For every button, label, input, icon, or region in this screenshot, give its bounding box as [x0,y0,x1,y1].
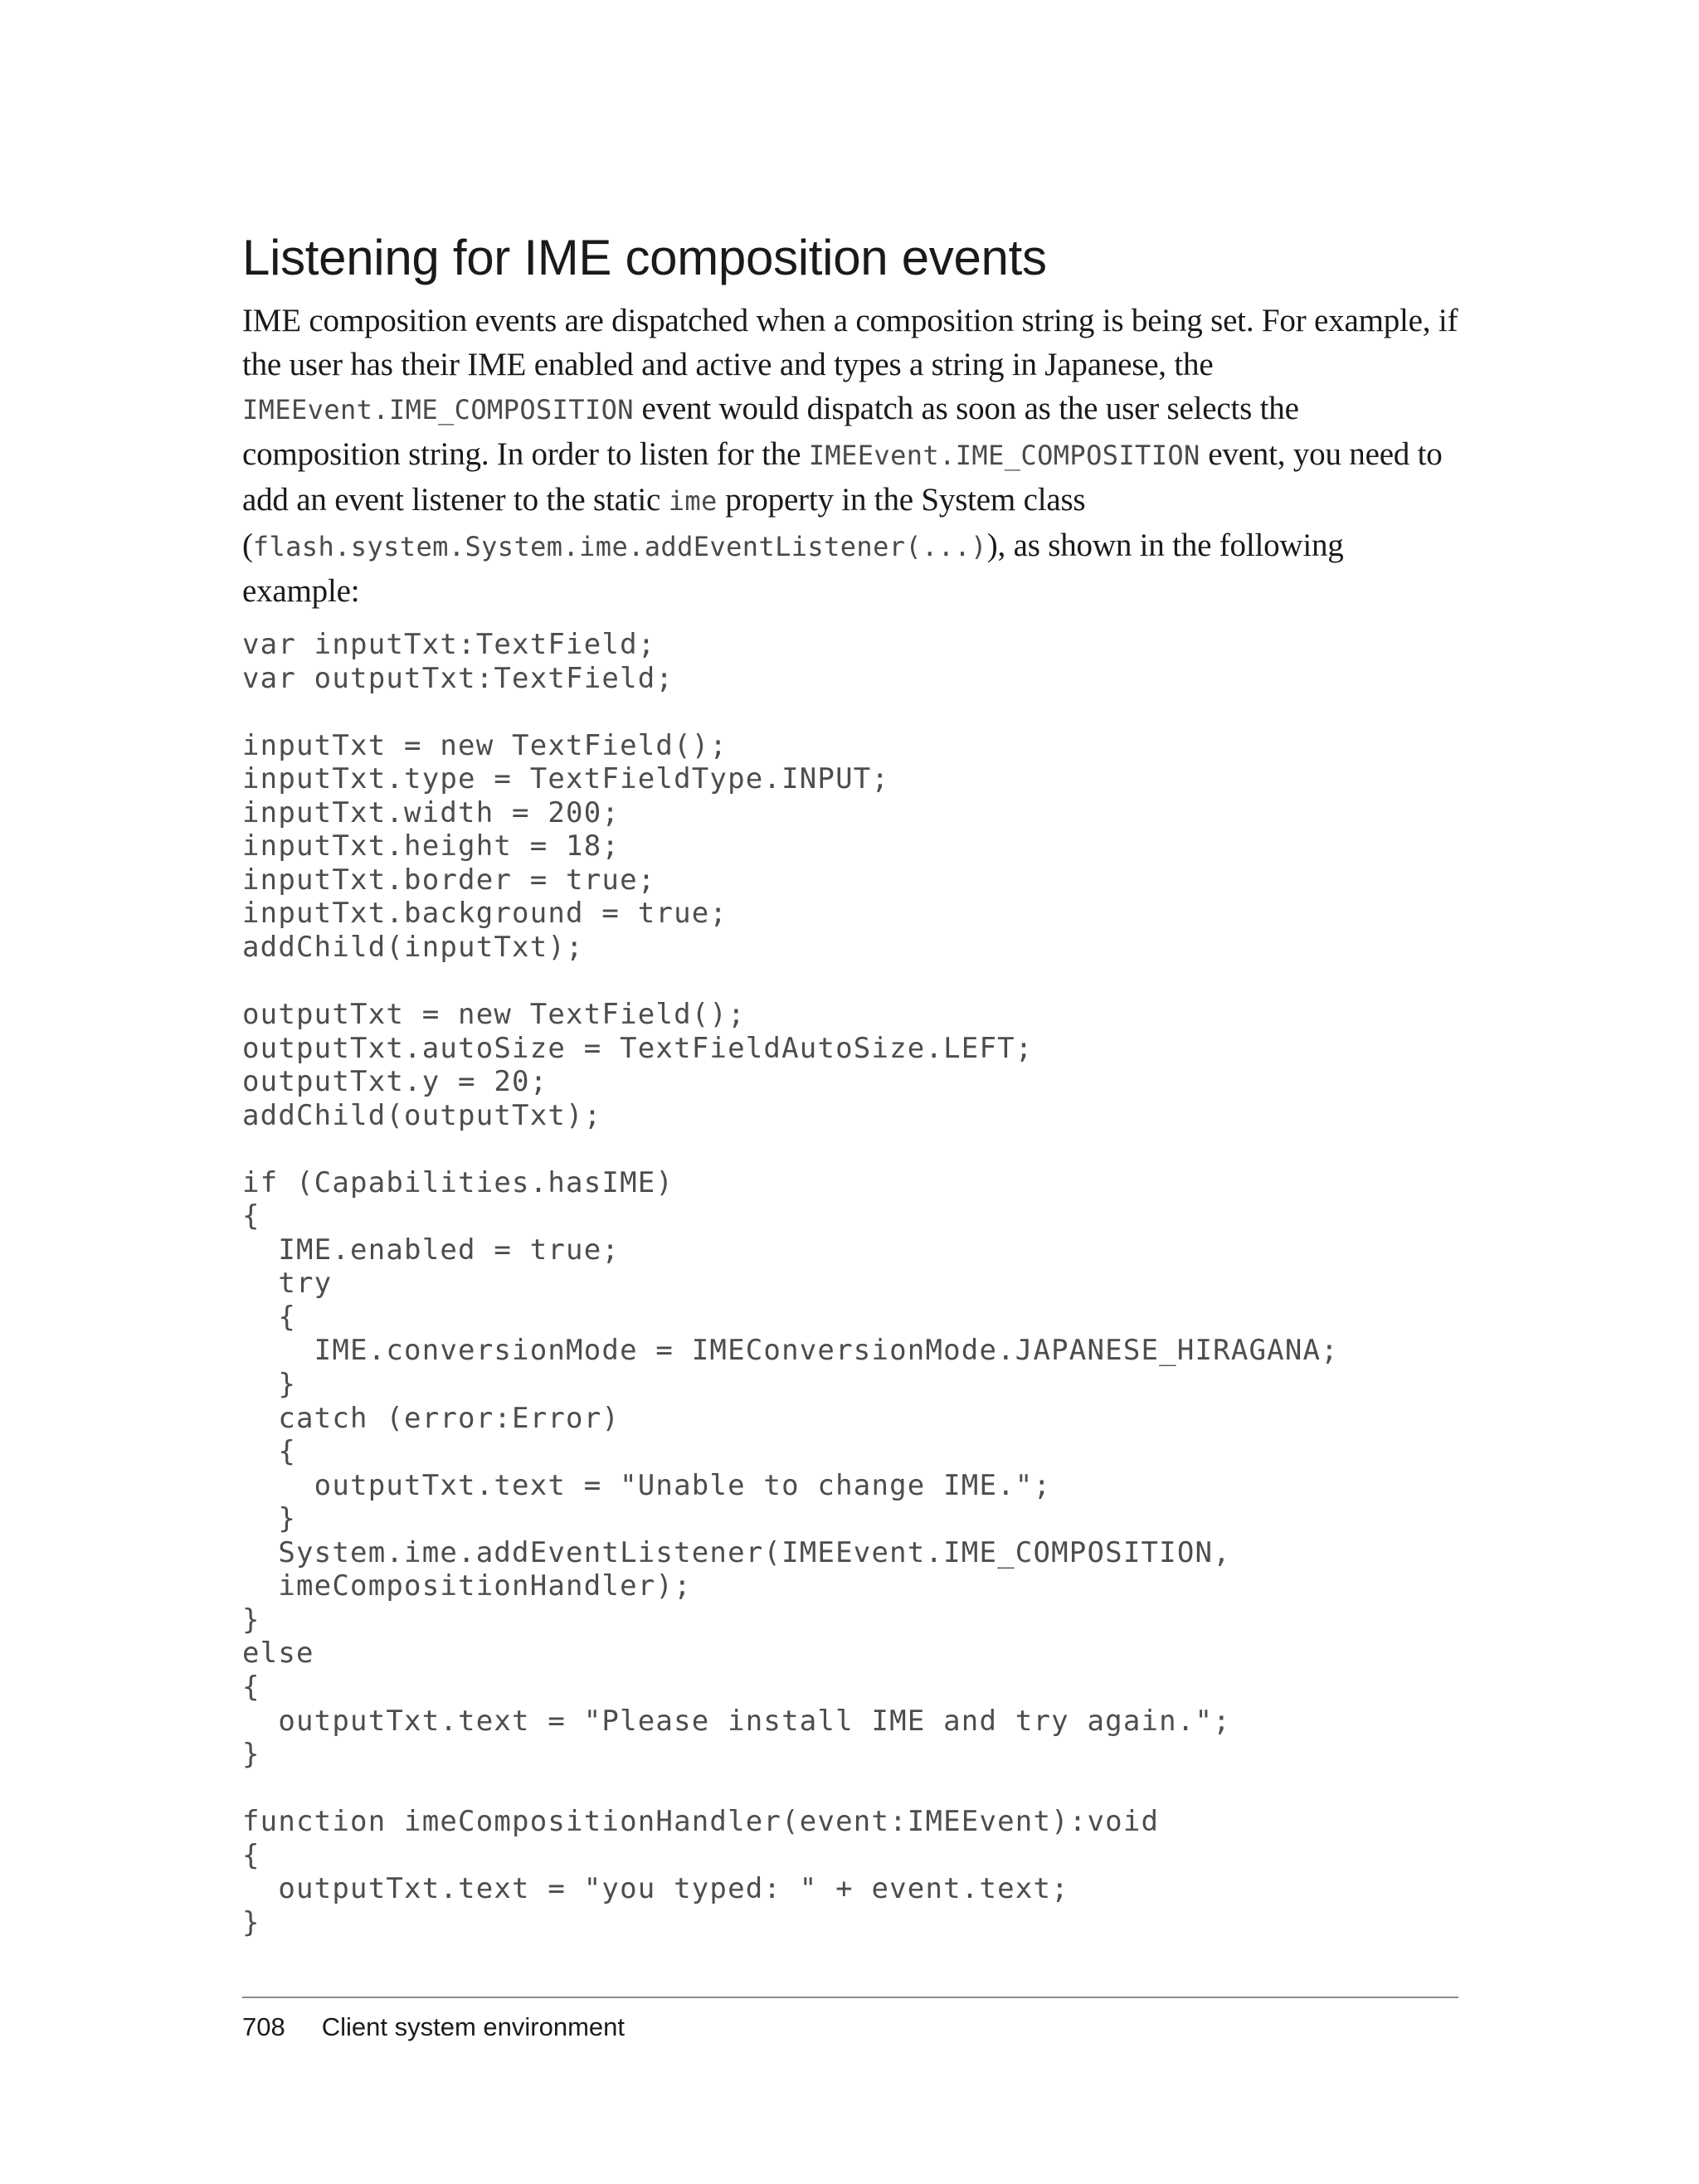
section-heading: Listening for IME composition events [242,230,1047,285]
code-line: } [242,1603,260,1637]
paragraph-text-4: property in the System class ( [242,482,1086,563]
code-line: } [242,1905,260,1939]
code-line: imeCompositionHandler); [242,1569,692,1603]
inline-code-ime-composition-1: IMEEvent.IME_COMPOSITION [242,394,634,426]
inline-code-ime: ime [668,485,718,517]
code-line: { [242,1300,297,1334]
code-line: { [242,1838,260,1872]
code-line: try [242,1267,333,1301]
code-line: inputTxt = new TextField(); [242,728,728,762]
code-line: inputTxt.height = 18; [242,829,621,863]
code-line [242,964,1458,998]
page-content [242,222,1458,1939]
code-line: outputTxt.text = "you typed: " + event.text; [242,1872,1069,1906]
code-line: outputTxt = new TextField(); [242,998,746,1032]
footer-section-title: Client system environment [321,2012,625,2041]
inline-code-ime-composition-2: IMEEvent.IME_COMPOSITION [808,440,1200,471]
code-line: } [242,1502,297,1536]
code-line: { [242,1435,297,1469]
code-line: var outputTxt:TextField; [242,661,674,695]
code-line: inputTxt.background = true; [242,897,728,931]
code-line: IME.enabled = true; [242,1233,621,1267]
code-block [242,628,1458,1939]
code-line: else [242,1637,314,1671]
code-line: outputTxt.y = 20; [242,1065,548,1099]
paragraph-text-1: IME composition events are dispatched when a composition string is being set. For example, if the user has their IME enabled and active and types a string in Japanese, the [242,303,1458,382]
page-footer [242,2012,625,2042]
code-line: function imeCompositionHandler(event:IMEEvent):void [242,1805,1160,1839]
code-line: inputTxt.width = 200; [242,795,621,829]
code-line: { [242,1199,260,1233]
code-line: catch (error:Error) [242,1401,621,1435]
code-line: inputTxt.type = TextFieldType.INPUT; [242,762,890,796]
code-line: } [242,1738,260,1772]
code-line: inputTxt.border = true; [242,863,656,897]
code-line: if (Capabilities.hasIME) [242,1165,674,1199]
code-line: addChild(inputTxt); [242,930,584,964]
code-line [242,1772,1458,1806]
paragraph-text-2: event would dispatch as soon as the user selects the composition string. In order to listen for the [242,391,1299,472]
footer-divider [242,1997,1458,1998]
code-line: var inputTxt:TextField; [242,628,656,661]
inline-code-add-event-listener: flash.system.System.ime.addEventListener(...) [252,531,987,562]
code-line: outputTxt.text = "Unable to change IME."; [242,1468,1052,1502]
paragraph-text-5: ), as shown in the following example: [242,528,1344,609]
code-line: System.ime.addEventListener(IMEEvent.IME_COMPOSITION, [242,1535,1231,1569]
code-line [242,695,1458,729]
code-line: addChild(outputTxt); [242,1098,602,1132]
code-line: outputTxt.autoSize = TextFieldAutoSize.LEFT; [242,1031,1034,1065]
code-line [242,1132,1458,1166]
code-line: { [242,1670,260,1704]
code-line: IME.conversionMode = IMEConversionMode.JAPANESE_HIRAGANA; [242,1334,1339,1368]
body-paragraph [242,299,1458,613]
code-line: outputTxt.text = "Please install IME and try again."; [242,1704,1231,1738]
code-line: } [242,1368,297,1402]
paragraph-text-3: event, you need to add an event listener to the static [242,436,1443,518]
page-number: 708 [242,2012,285,2041]
